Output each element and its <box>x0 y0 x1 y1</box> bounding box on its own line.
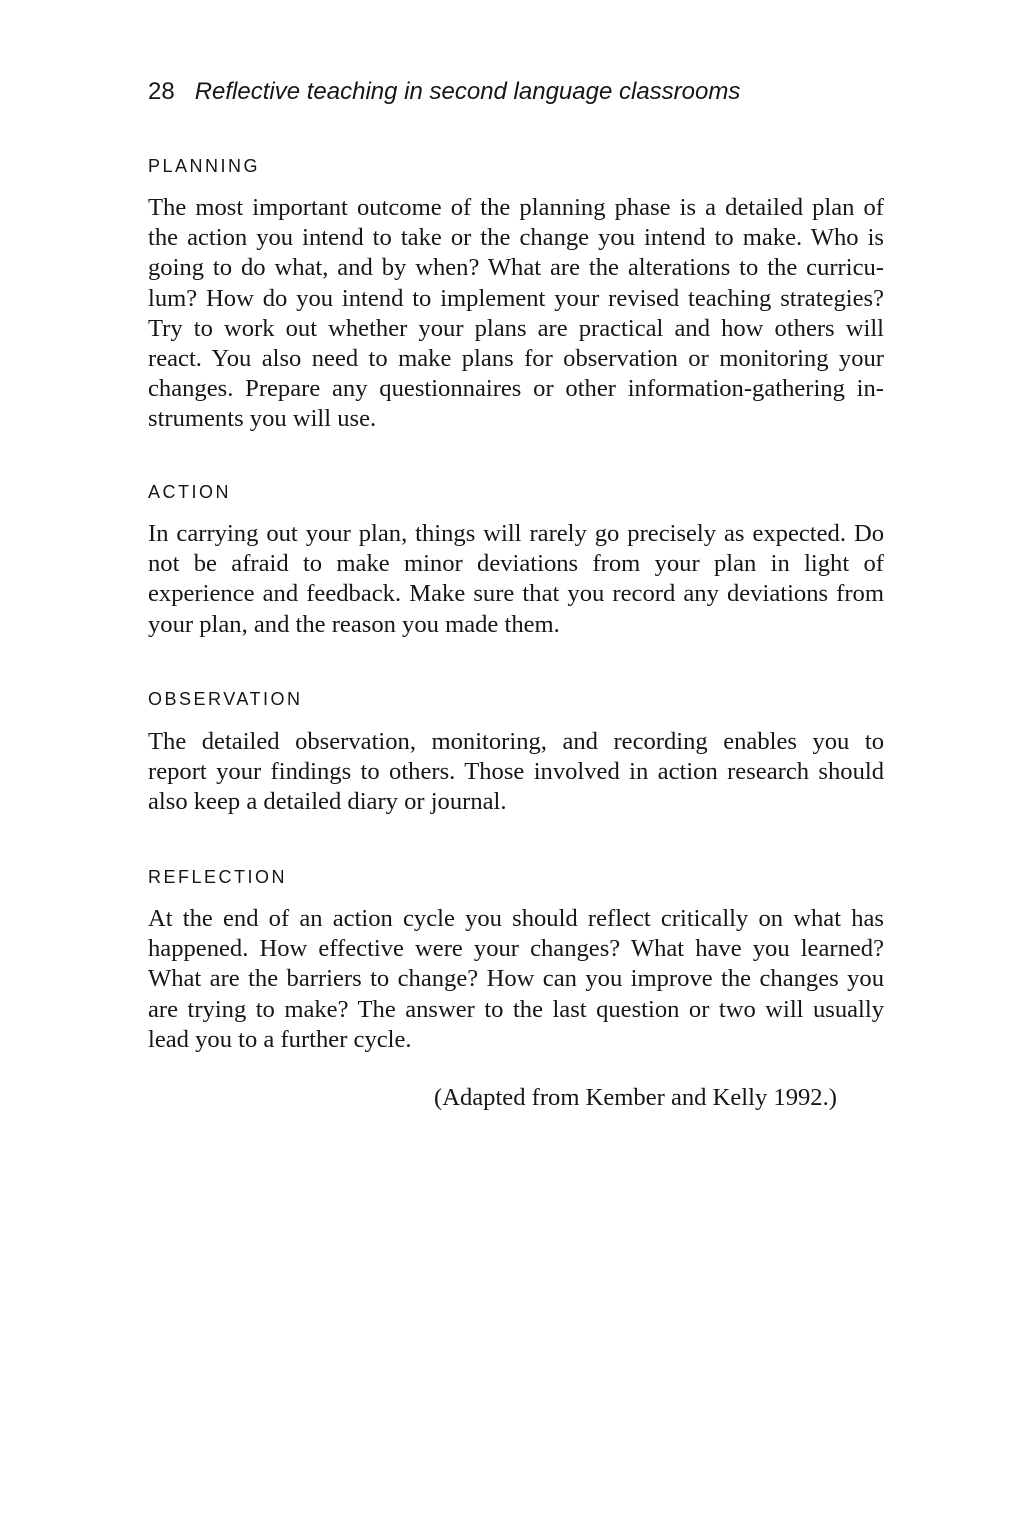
text-line: are trying to make? The answer to the last question or two will usually <box>148 995 884 1023</box>
text-line: The most important outcome of the planning phase is a detailed plan of <box>148 194 884 221</box>
text-line: going to do what, and by when? What are the alterations to the curricu- <box>148 254 884 282</box>
text-line: The detailed observation, monitoring, and recording enables you to <box>148 728 884 755</box>
text-line: happened. How effective were your changes? What have you learned? <box>148 935 884 963</box>
text-line: report your findings to others. Those involved in action research should <box>148 758 884 786</box>
text-line: your plan, and the reason you made them. <box>148 610 560 638</box>
paragraph-planning <box>148 193 884 435</box>
section-heading-action: ACTION <box>148 482 232 502</box>
section-heading-observation: OBSERVATION <box>148 689 303 709</box>
text-line: In carrying out your plan, things will rarely go precisely as expected. Do <box>148 520 884 547</box>
paragraph-reflection <box>148 904 884 1055</box>
text-line: experience and feedback. Make sure that you record any deviations from <box>148 580 884 608</box>
text-line: lead you to a further cycle. <box>148 1025 412 1053</box>
text-line: also keep a detailed diary or journal. <box>148 788 507 816</box>
paragraph-observation <box>148 727 884 818</box>
page-number: 28 <box>148 78 175 105</box>
source-citation: (Adapted from Kember and Kelly 1992.) <box>434 1084 837 1111</box>
text-line: not be afraid to make minor deviations from your plan in light of <box>148 550 884 578</box>
book-title: Reflective teaching in second language classrooms <box>194 78 741 105</box>
running-head <box>148 75 740 109</box>
section-heading-reflection: REFLECTION <box>148 867 288 887</box>
text-line: At the end of an action cycle you should reflect critically on what has <box>148 905 884 932</box>
text-line: What are the barriers to change? How can you improve the changes you <box>148 965 884 993</box>
text-line: struments you will use. <box>148 405 377 433</box>
text-line: changes. Prepare any questionnaires or other information-gathering in- <box>148 375 884 403</box>
paragraph-action <box>148 519 884 640</box>
text-line: the action you intend to take or the change you intend to make. Who is <box>148 224 884 252</box>
text-line: react. You also need to make plans for observation or monitoring your <box>148 345 884 373</box>
text-line: Try to work out whether your plans are practical and how others will <box>148 314 884 342</box>
section-heading-planning: PLANNING <box>148 156 261 176</box>
text-line: lum? How do you intend to implement your revised teaching strategies? <box>148 284 884 312</box>
